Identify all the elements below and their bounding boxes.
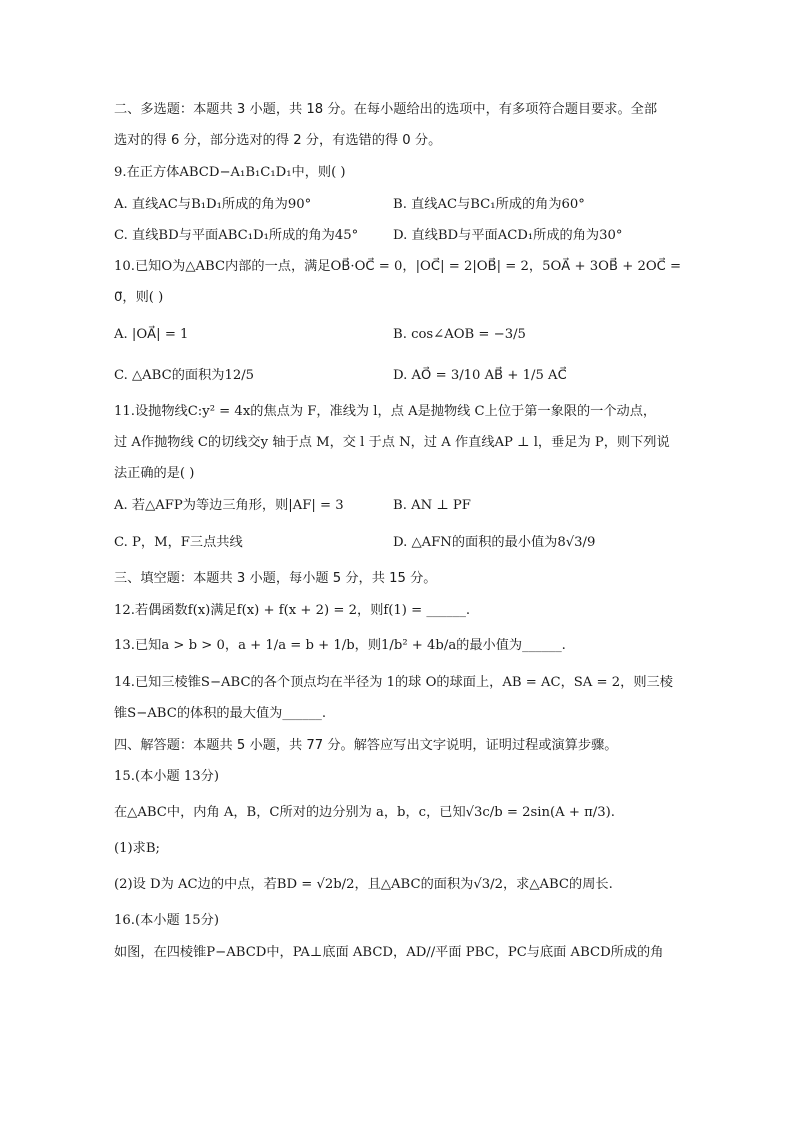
section-2-heading-cont: 选对的得 6 分，部分选对的得 2 分，有选错的得 0 分。	[114, 133, 442, 148]
section-4-heading: 四、解答题：本题共 5 小题，共 77 分。解答应写出文字说明，证明过程或演算步骤。	[114, 738, 618, 753]
section-2-heading: 二、多选题：本题共 3 小题，共 18 分。在每小题给出的选项中，有多项符合题目要求。全部	[114, 102, 658, 117]
question-15-part-2: (2)设 D为 AC边的中点，若BD = √2b/2，且△ABC的面积为√3/2，求△ABC的周长.	[114, 877, 613, 892]
question-11-option-b: B. AN ⊥ PF	[393, 498, 471, 513]
question-9-option-a: A. 直线AC与B₁D₁所成的角为90°	[114, 197, 312, 212]
question-11-option-c: C. P，M，F三点共线	[114, 535, 243, 550]
section-3-heading: 三、填空题：本题共 3 小题，每小题 5 分，共 15 分。	[114, 571, 437, 586]
question-10-stem-cont: 0⃗，则( )	[114, 290, 164, 305]
question-16-label: 16.(本小题 15分)	[114, 913, 219, 928]
question-10-option-b: B. cos∠AOB = −3/5	[393, 327, 526, 342]
question-14: 14.已知三棱锥S−ABC的各个顶点均在半径为 1的球 O的球面上，AB = AC，SA = 2，则三棱	[114, 675, 673, 690]
question-9-option-b: B. 直线AC与BC₁所成的角为60°	[393, 197, 585, 212]
question-9-stem: 9.在正方体ABCD−A₁B₁C₁D₁中，则( )	[114, 165, 346, 180]
question-11-stem-end: 法正确的是( )	[114, 466, 195, 481]
question-15-stem: 在△ABC中，内角 A，B，C所对的边分别为 a，b，c，已知√3c/b = 2sin(A + π/3).	[114, 805, 615, 820]
question-15-label: 15.(本小题 13分)	[114, 769, 219, 784]
question-11-stem-cont: 过 A作抛物线 C的切线交y 轴于点 M，交 l 于点 N，过 A 作直线AP ⊥ l，垂足为 P，则下列说	[114, 435, 670, 450]
question-16-stem: 如图，在四棱锥P−ABCD中，PA⊥底面 ABCD，AD//平面 PBC，PC与底面 ABCD所成的角	[114, 945, 664, 960]
question-10-stem: 10.已知O为△ABC内部的一点，满足OB⃗·OC⃗ = 0，|OC⃗| = 2|OB⃗| = 2，5OA⃗ + 3OB⃗ + 2OC⃗ =	[114, 259, 682, 274]
question-11-option-d: D. △AFN的面积的最小值为8√3/9	[393, 535, 596, 550]
question-9-option-c: C. 直线BD与平面ABC₁D₁所成的角为45°	[114, 228, 359, 243]
question-11-stem: 11.设抛物线C:y² = 4x的焦点为 F，准线为 l，点 A是抛物线 C上位于第一象限的一个动点，	[114, 404, 657, 419]
question-14-cont: 锥S−ABC的体积的最大值为______.	[114, 706, 327, 721]
question-9-option-d: D. 直线BD与平面ACD₁所成的角为30°	[393, 228, 623, 243]
question-15-part-1: (1)求B;	[114, 841, 161, 856]
question-12: 12.若偶函数f(x)满足f(x) + f(x + 2) = 2，则f(1) = ______.	[114, 603, 471, 618]
question-13: 13.已知a > b > 0，a + 1/a = b + 1/b，则1/b² + 4b/a的最小值为______.	[114, 638, 566, 653]
question-10-option-c: C. △ABC的面积为12/5	[114, 368, 255, 383]
question-10-option-a: A. |OA⃗| = 1	[114, 327, 189, 342]
question-11-option-a: A. 若△AFP为等边三角形，则|AF| = 3	[114, 498, 344, 513]
question-10-option-d: D. AO⃗ = 3/10 AB⃗ + 1/5 AC⃗	[393, 368, 567, 383]
